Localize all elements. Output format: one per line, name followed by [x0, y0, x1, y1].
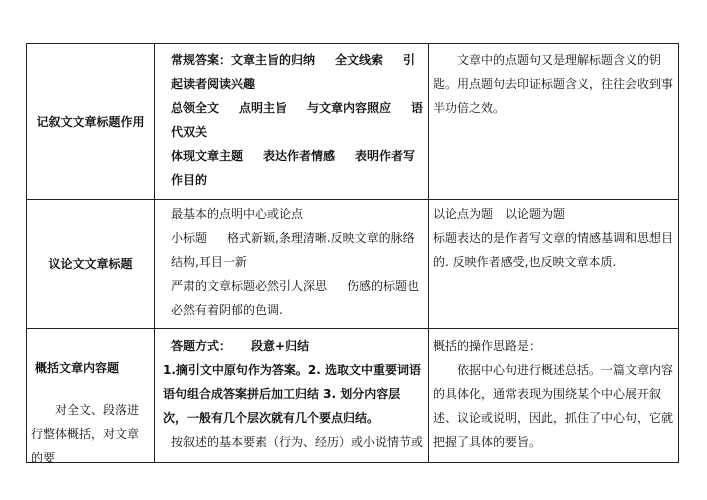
row-note-cell	[433, 202, 675, 274]
answer-phrase: 表明作者写作目的	[171, 149, 416, 187]
note-phrase: 以论题为题	[505, 207, 566, 221]
answer-phrase: 全文线索	[335, 53, 384, 67]
answer-phrase: 严肃的文章标题必然引人深思	[171, 279, 328, 293]
note-line: 概括的操作思路是：	[433, 339, 542, 353]
answer-phrase: 格式新颖,条理清晰.反映文章的脉络结构,耳目一新	[171, 231, 415, 269]
answer-line	[159, 48, 424, 96]
answer-line	[159, 96, 424, 144]
row-answer-cell	[159, 48, 424, 192]
row-note-cell	[433, 48, 675, 120]
content-table	[26, 43, 679, 463]
answer-line	[159, 274, 424, 322]
note-text: 依据中心句进行概述总括。一篇文章内容的具体化，通常表现为围绕某个中心展开叙述、议论或说明，因此，抓住了中心句，它就把握了具体的要旨。	[433, 363, 674, 449]
note-text: 文章中的点题句又是理解标题含义的钥匙。用点题句去印证标题含义，往往会收到事半功倍之效。	[433, 53, 674, 115]
column-divider	[428, 44, 429, 462]
answer-phrase: 小标题	[171, 231, 208, 245]
row-title-text: 议论文文章标题	[48, 256, 133, 271]
answer-phrase: 语代双关	[171, 101, 424, 139]
row-title-text: 记叙文文章标题作用	[36, 114, 145, 129]
column-divider	[154, 44, 155, 462]
note-phrase: 以论点为题	[433, 207, 494, 221]
row-title-cell	[27, 332, 154, 470]
answer-phrase: 点明主旨	[239, 101, 288, 115]
answer-phrase: 引起读者阅读兴趣	[171, 53, 416, 91]
answer-phrase: 段意+归结	[251, 339, 310, 353]
row-title	[27, 44, 154, 199]
answer-line	[159, 226, 424, 274]
answer-phrase: 伤感的标题也必然有着阴郁的色调.	[171, 279, 420, 317]
answer-line: 按叙述的基本要素（行为、经历）或小说情节或	[171, 435, 424, 449]
answer-line	[159, 144, 424, 192]
row-description: 对全文、段落进行整体概括，对文章的要	[31, 403, 140, 465]
answer-phrase: 总领全文	[171, 101, 220, 115]
answer-phrase: 表达作者情感	[263, 149, 336, 163]
row-answer-cell	[159, 334, 424, 454]
answer-line	[159, 334, 424, 358]
row-title-text: 概括文章内容题	[35, 361, 120, 375]
answer-line: 最基本的点明中心或论点	[171, 207, 304, 221]
row-title	[27, 199, 154, 328]
answer-phrase: 常规答案：文章主旨的归纳	[171, 53, 316, 67]
row-answer-cell	[159, 202, 424, 322]
note-line	[433, 202, 675, 226]
answer-phrase: 体现文章主题	[171, 149, 244, 163]
answer-phrase: 与文章内容照应	[307, 101, 392, 115]
answer-phrase: 答题方式：	[171, 339, 232, 353]
row-divider	[27, 328, 678, 329]
row-note-cell	[433, 334, 675, 454]
note-text: 标题表达的是作者写文章的情感基调和思想目的. 反映作者感受,也反映文章本质.	[433, 231, 674, 269]
answer-text: 1.摘引文中原句作为答案。2. 选取文中重要词语语句组合成答案拼后加工归结 3. 划分内容层次，一般有几个层次就有几个要点归结。	[163, 363, 421, 425]
